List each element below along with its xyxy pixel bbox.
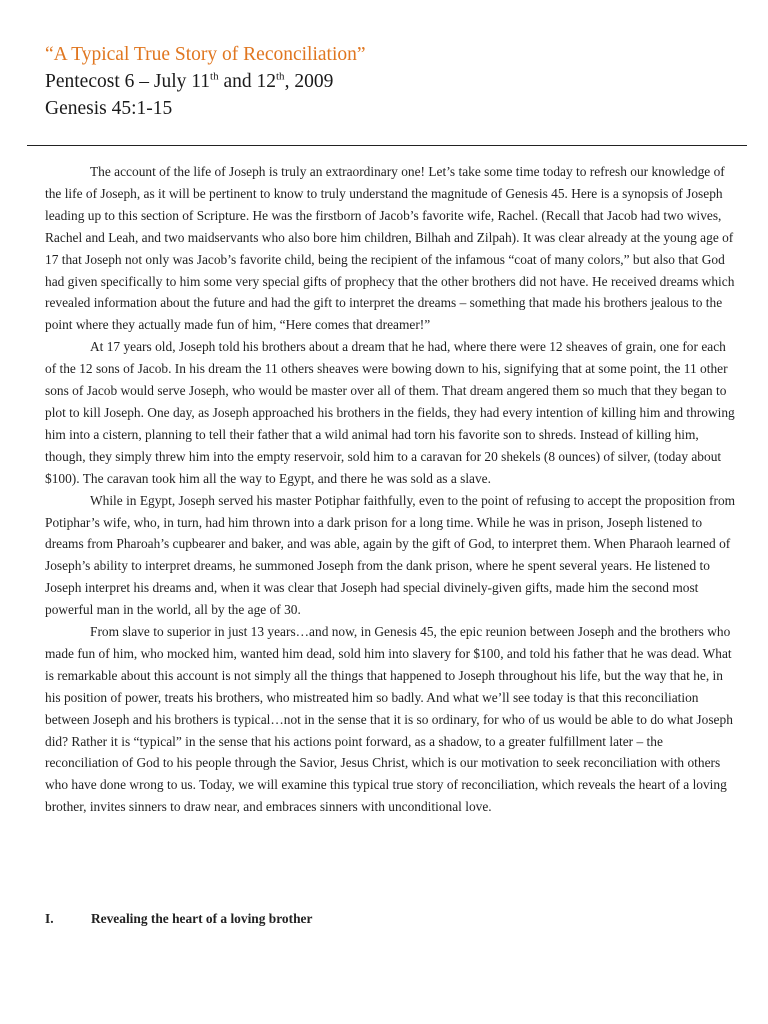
document-header: [45, 42, 745, 122]
sermon-title: “A Typical True Story of Reconciliation”: [45, 44, 366, 65]
section-heading: [45, 911, 312, 927]
paragraph-2: At 17 years old, Joseph told his brothers about a dream that he had, where there were 12 sheaves of grain, one for each of the 12 sons of Jacob. In his dream the 11 others sheaves were bowing down to his, signifying that at some point, the 11 other sons of Jacob would serve Joseph, who would be master over all of them. That dream angered them so much that they began to plot to kill Joseph. One day, as Joseph approached his brothers in the fields, they had every intention of killing him and throwing him into a cistern, planning to tell their father that a wild animal had torn his favorite son to shreds. Instead of killing him, though, they simply threw him into the empty reservoir, sold him to a caravan for 20 shekels (8 ounces) of silver, (today about $100). The caravan took him all the way to Egypt, and there he was sold as a slave.: [45, 339, 735, 486]
section-number: I.: [45, 911, 54, 926]
date-suffix: , 2009: [284, 71, 334, 92]
paragraph-1: The account of the life of Joseph is truly an extraordinary one! Let’s take some time today to refresh our knowledge of the life of Joseph, as it will be pertinent to know to truly understand the magnitude of Genesis 45. Here is a synopsis of Joseph leading up to this section of Scripture. He was the firstborn of Jacob’s favorite wife, Rachel. (Recall that Jacob had two wives, Rachel and Leah, and two maidservants who also bore him children, Bilhah and Zilpah). It was clear already at the young age of 17 that Joseph not only was Jacob’s favorite child, being the recipient of the infamous “coat of many colors,” but also that God had given specifically to him some very special gifts of prophecy that the other brothers did not have. He received dreams which revealed information about the future and had the gift to interpret the dreams – something that made his brothers jealous to the point where they actually made fun of him, “Here comes that dreamer!”: [45, 164, 735, 333]
section-title: Revealing the heart of a loving brother: [91, 911, 313, 926]
date-superscript-2: th: [276, 70, 285, 83]
paragraph-3: While in Egypt, Joseph served his master Potiphar faithfully, even to the point of refusing to accept the proposition from Potiphar’s wife, who, in turn, had him thrown into a dark prison for a long time. While he was in prison, Joseph listened to dreams from Pharoah’s cupbearer and baker, and was able, again by the gift of God, to interpret them. When Pharaoh learned of Joseph’s ability to interpret dreams, he summoned Joseph from the dank prison, where he spent several years. He listened to Joseph interpret his dreams and, when it was clear that Joseph had special divinely-given gifts, made him the second most powerful man in the world, all by the age of 30.: [45, 492, 736, 618]
horizontal-rule: [27, 145, 747, 146]
date-superscript-1: th: [210, 70, 219, 83]
sermon-date: [45, 68, 745, 95]
paragraph-4: From slave to superior in just 13 years…and now, in Genesis 45, the epic reunion between Joseph and the brothers who made fun of him, who mocked him, wanted him dead, sold him into slavery for $100, and told his father that he was dead. What is remarkable about this account is not simply all the things that happened to Joseph throughout his life, but the way that he, in his position of power, treats his brothers, who mistreated him so badly. And what we’ll see today is that this reconciliation between Joseph and his brothers is typical…not in the sense that it is so ordinary, for who of us would be able to do what Joseph did? Rather it is “typical” in the sense that his actions point forward, as a shadow, to a greater fulfillment later – the reconciliation of God to his people through the Savior, Jesus Christ, which is our motivation to seek reconciliation with others who have done wrong to us. Today, we will examine this typical true story of reconciliation, which reveals the heart of a loving brother, invites sinners to draw near, and embraces sinners with unconditional love.: [45, 624, 733, 815]
body-text: [45, 161, 737, 818]
scripture-reference: Genesis 45:1-15: [45, 98, 173, 119]
date-middle: and 12: [218, 71, 276, 92]
date-prefix: Pentecost 6 – July 11: [45, 71, 211, 92]
